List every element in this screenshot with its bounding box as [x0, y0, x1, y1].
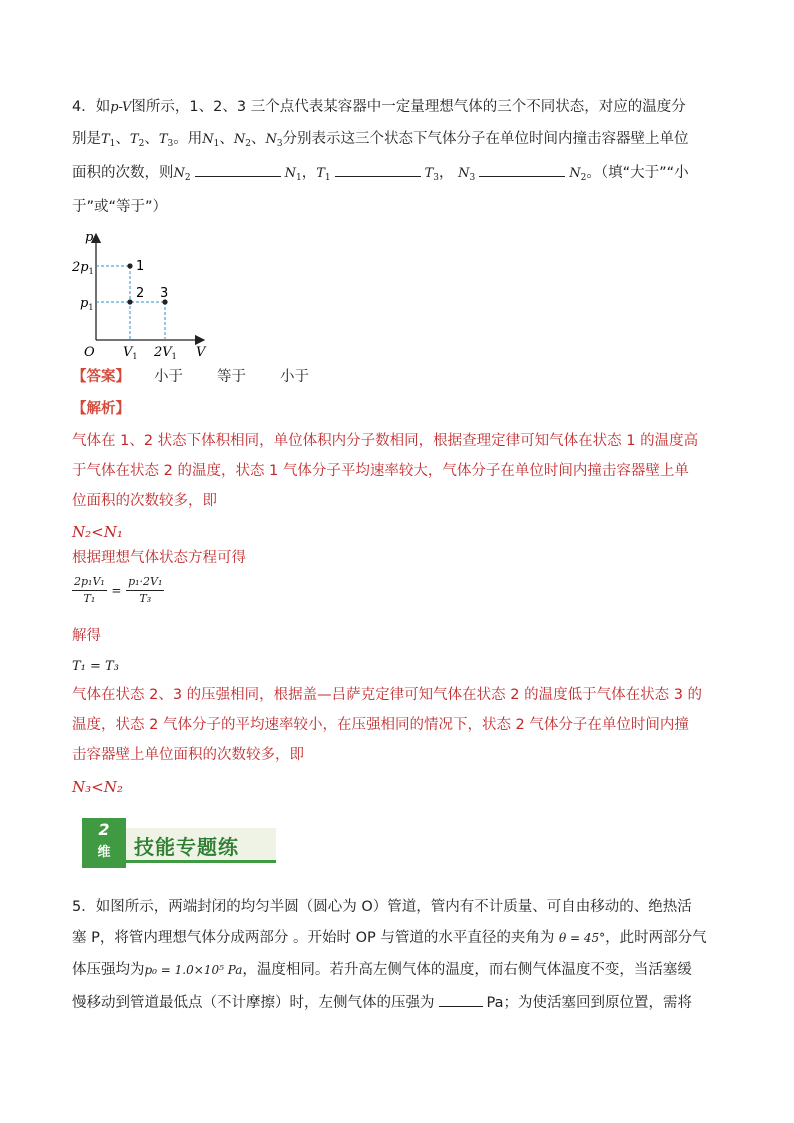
- theta-value: θ = 45°: [558, 931, 606, 945]
- answer-2: 等于: [217, 369, 246, 385]
- analysis-p2: 于气体在状态 2 的温度，状态 1 气体分子平均速率较大，气体分子在单位时间内撞击容器壁上单: [72, 463, 689, 479]
- point-label-2: 2: [136, 286, 145, 301]
- result-t1-t3: T₁ = T₃: [72, 659, 119, 674]
- pv-graph: [68, 224, 228, 364]
- p0-value: p₀ = 1.0×10⁵ Pa: [144, 963, 243, 977]
- result-n3-n2: N₃<N₂: [72, 778, 123, 796]
- point-label-1: 1: [136, 259, 145, 274]
- analysis-p8: 击容器壁上单位面积的次数较多，即: [72, 747, 304, 763]
- p-axis-label: p: [85, 230, 94, 245]
- analysis-p5: 解得: [72, 628, 101, 644]
- q5-line-3: 体压强均为p₀ = 1.0×10⁵ Pa，温度相同。若升高左侧气体的温度，而右侧气体温度不变，当活塞缓: [72, 962, 692, 978]
- section-title: 技能专题练: [134, 835, 239, 859]
- answer-blank-3[interactable]: [479, 162, 565, 177]
- result-n2-n1: N₂<N₁: [72, 523, 123, 541]
- answer-1: 小于: [154, 369, 183, 385]
- q4-line-4: 于”或“等于”）: [72, 199, 168, 215]
- answer-3: 小于: [280, 369, 309, 385]
- state-point-1: [127, 263, 132, 268]
- q5-line-1: 5．如图所示，两端封闭的均匀半圆（圆心为 O）管道，管内有不计质量、可自由移动的、绝热活: [72, 899, 692, 915]
- tick-2p1: $2p_1$: [72, 260, 94, 276]
- origin-label: O: [84, 345, 95, 360]
- analysis-label: 【解析】: [72, 401, 130, 417]
- answer-blank-2[interactable]: [335, 162, 421, 177]
- analysis-p3: 位面积的次数较多，即: [72, 493, 217, 509]
- answer-blank-1[interactable]: [195, 162, 281, 177]
- state-point-2: [127, 299, 132, 304]
- answer-label: 【答案】: [72, 369, 130, 385]
- section-chip-text: 2 维: [97, 820, 111, 860]
- analysis-p6: 气体在状态 2、3 的压强相同，根据盖—吕萨克定律可知气体在状态 2 的温度低于气体在状态 3 的: [72, 687, 703, 703]
- analysis-p1: 气体在 1、2 状态下体积相同，单位体积内分子数相同，根据查理定律可知气体在状态 1 的温度高: [72, 433, 699, 449]
- state-equation: $\frac{\text{2p₁V₁}}{\text{T₁}}$ = $\frac{\text{p₁·2V₁}}{\text{T₃}}$: [74, 575, 163, 605]
- q4-line-3: 面积的次数，则$N_2$ $N_1$，$T_1$ $T_3$， $N_3$ $N_2$。（填“大于”“小: [72, 162, 689, 189]
- point-label-3: 3: [160, 286, 169, 301]
- answer-blank-q5[interactable]: [439, 992, 483, 1007]
- tick-p1: $p_1$: [80, 296, 94, 312]
- pv-label: p-V: [110, 100, 132, 115]
- analysis-p7: 温度，状态 2 气体分子的平均速率较小，在压强相同的情况下，状态 2 气体分子在单位时间内撞: [72, 717, 689, 733]
- answer-line: [72, 366, 309, 388]
- q5-line-4: 慢移动到管道最低点（不计摩擦）时，左侧气体的压强为 Pa；为使活塞回到原位置，需将: [72, 992, 692, 1014]
- q4-line-1: 4．如p-V图所示，1、2、3 三个点代表某容器中一定量理想气体的三个不同状态，对应的温度分: [72, 99, 686, 115]
- q5-line-2: 塞 P，将管内理想气体分成两部分 。开始时 OP 与管道的水平直径的夹角为 θ = 45°，此时两部分气: [72, 930, 707, 946]
- analysis-p4: 根据理想气体状态方程可得: [72, 550, 246, 566]
- tick-v1: $V_1$: [123, 345, 138, 361]
- v-axis-label: V: [196, 345, 206, 360]
- q4-line-2: 别是$T_1$、$T_2$、$T_3$。用$N_1$、$N_2$、$N_3$分别表示这三个状态下气体分子在单位时间内撞击容器壁上单位: [72, 131, 689, 149]
- tick-2v1: $2V_1$: [154, 345, 177, 361]
